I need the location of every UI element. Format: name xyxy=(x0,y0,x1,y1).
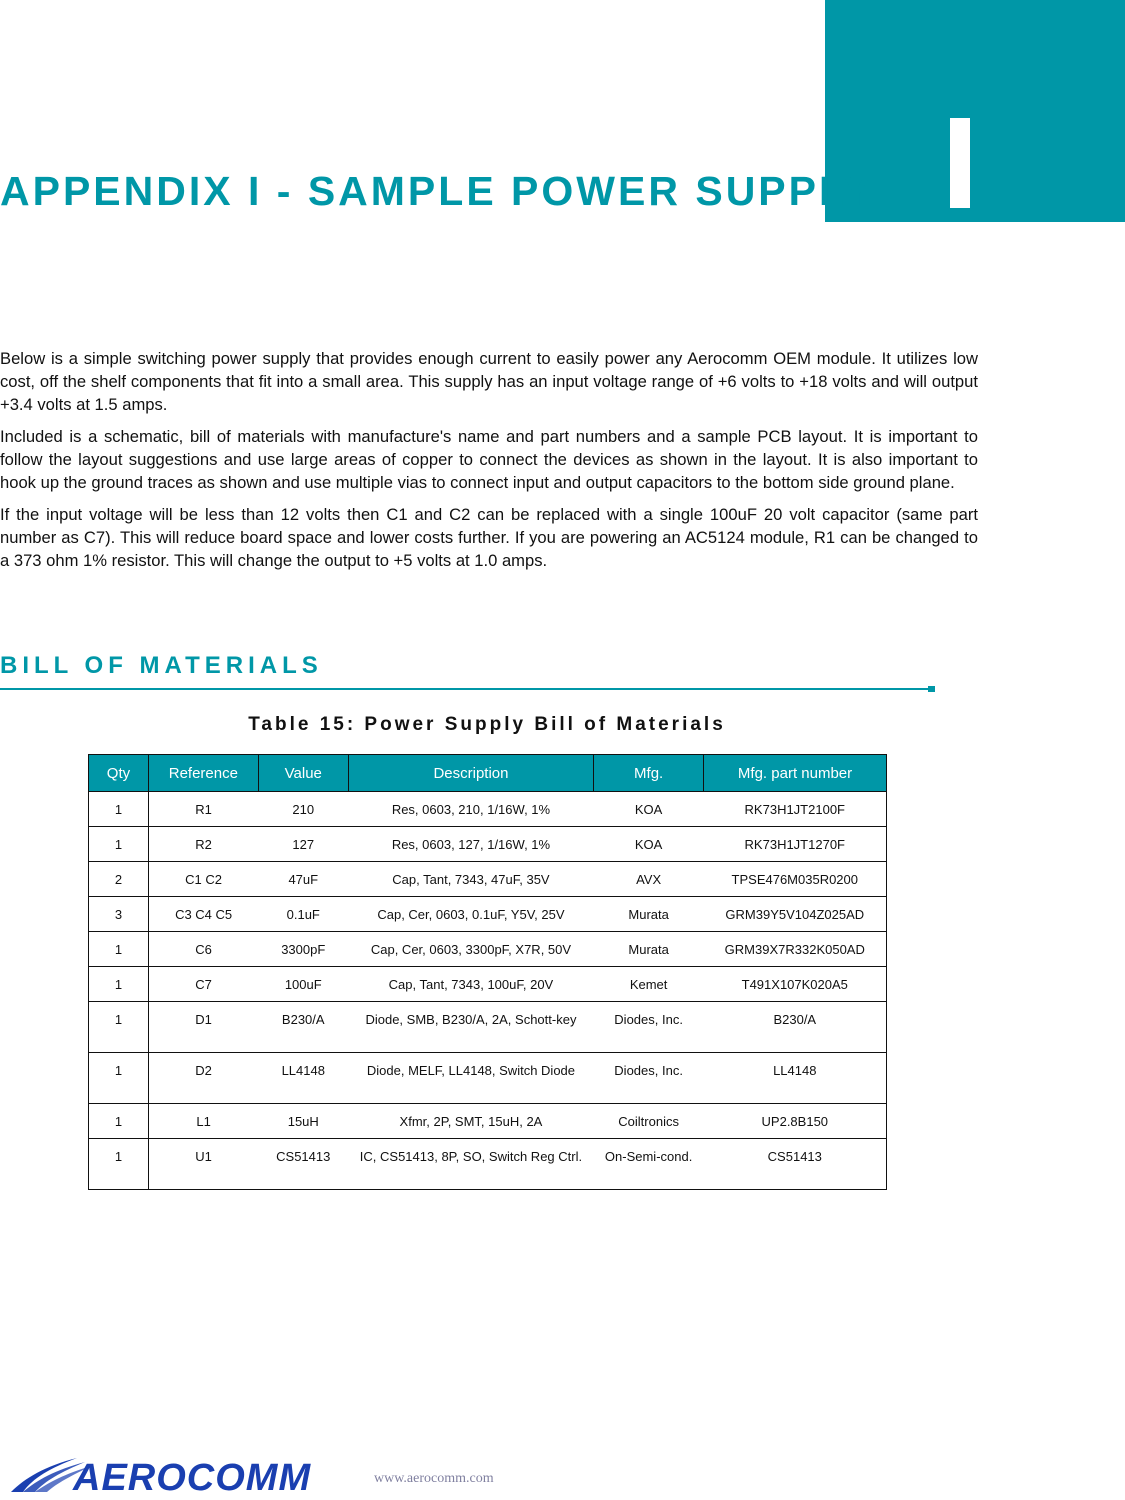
header-part-number: Mfg. part number xyxy=(704,755,887,792)
cell-qty: 1 xyxy=(89,1002,149,1053)
page-title: APPENDIX I - SAMPLE POWER SUPPLY xyxy=(0,168,874,214)
header-description: Description xyxy=(348,755,593,792)
cell-part-number: LL4148 xyxy=(704,1053,887,1104)
header-mfg: Mfg. xyxy=(594,755,704,792)
cell-qty: 1 xyxy=(89,967,149,1002)
cell-part-number: TPSE476M035R0200 xyxy=(704,862,887,897)
cell-qty: 2 xyxy=(89,862,149,897)
cell-part-number: GRM39Y5V104Z025AD xyxy=(704,897,887,932)
table-row xyxy=(89,1139,887,1190)
cell-value: CS51413 xyxy=(258,1139,348,1190)
section-divider xyxy=(0,688,928,690)
section-heading: BILL OF MATERIALS xyxy=(0,652,323,679)
cell-qty: 1 xyxy=(89,827,149,862)
cell-mfg: Murata xyxy=(594,897,704,932)
table-caption: Table 15: Power Supply Bill of Materials xyxy=(248,714,726,735)
cell-description: Cap, Cer, 0603, 0.1uF, Y5V, 25V xyxy=(348,897,593,932)
header-reference: Reference xyxy=(148,755,258,792)
cell-reference: R1 xyxy=(148,792,258,827)
cell-mfg: Diodes, Inc. xyxy=(594,1002,704,1053)
cell-value: B230/A xyxy=(258,1002,348,1053)
cell-description: Diode, MELF, LL4148, Switch Diode xyxy=(348,1053,593,1104)
cell-reference: L1 xyxy=(148,1104,258,1139)
table-row xyxy=(89,1053,887,1104)
cell-value: 15uH xyxy=(258,1104,348,1139)
cell-mfg: On-Semi-cond. xyxy=(594,1139,704,1190)
cell-description: Diode, SMB, B230/A, 2A, Schott-key xyxy=(348,1002,593,1053)
cell-value: 100uF xyxy=(258,967,348,1002)
cell-reference: D2 xyxy=(148,1053,258,1104)
cell-value: 127 xyxy=(258,827,348,862)
appendix-letter-i xyxy=(950,118,970,208)
cell-description: Cap, Tant, 7343, 47uF, 35V xyxy=(348,862,593,897)
aerocomm-logo xyxy=(5,1448,365,1498)
cell-part-number: RK73H1JT1270F xyxy=(704,827,887,862)
cell-mfg: AVX xyxy=(594,862,704,897)
cell-qty: 1 xyxy=(89,1053,149,1104)
cell-reference: C6 xyxy=(148,932,258,967)
table-row xyxy=(89,862,887,897)
cell-mfg: Diodes, Inc. xyxy=(594,1053,704,1104)
cell-qty: 1 xyxy=(89,1104,149,1139)
table-row xyxy=(89,967,887,1002)
cell-reference: C3 C4 C5 xyxy=(148,897,258,932)
cell-description: Cap, Tant, 7343, 100uF, 20V xyxy=(348,967,593,1002)
cell-value: 47uF xyxy=(258,862,348,897)
table-row xyxy=(89,1002,887,1053)
cell-mfg: KOA xyxy=(594,827,704,862)
table-row xyxy=(89,932,887,967)
cell-description: Xfmr, 2P, SMT, 15uH, 2A xyxy=(348,1104,593,1139)
cell-qty: 1 xyxy=(89,792,149,827)
table-row xyxy=(89,827,887,862)
intro-paragraph: Below is a simple switching power supply that provides enough current to easily power any Aerocomm OEM module. It utilizes low cost, off the shelf components that fit into a small area. This supply has an input voltage range of +6 volts to +18 volts and will output +3.4 volts at 1.5 amps. xyxy=(0,349,978,414)
table-row xyxy=(89,1104,887,1139)
cell-value: LL4148 xyxy=(258,1053,348,1104)
cell-description: IC, CS51413, 8P, SO, Switch Reg Ctrl. xyxy=(348,1139,593,1190)
cell-value: 3300pF xyxy=(258,932,348,967)
cell-part-number: RK73H1JT2100F xyxy=(704,792,887,827)
cell-qty: 3 xyxy=(89,897,149,932)
table-row xyxy=(89,897,887,932)
cell-description: Cap, Cer, 0603, 3300pF, X7R, 50V xyxy=(348,932,593,967)
cell-description: Res, 0603, 127, 1/16W, 1% xyxy=(348,827,593,862)
header-qty: Qty xyxy=(89,755,149,792)
footer-website-link[interactable]: www.aerocomm.com xyxy=(374,1471,494,1486)
cell-part-number: B230/A xyxy=(704,1002,887,1053)
intro-text xyxy=(0,347,978,581)
cell-part-number: GRM39X7R332K050AD xyxy=(704,932,887,967)
table-header-row xyxy=(89,755,887,792)
section-divider-end xyxy=(928,686,935,692)
cell-part-number: T491X107K020A5 xyxy=(704,967,887,1002)
intro-paragraph: Included is a schematic, bill of materials with manufacture's name and part numbers and a sample PCB layout. It is important to follow the layout suggestions and use large areas of copper to connect the devices as shown in the layout. It is also important to hook up the ground traces as shown and use multiple vias to connect input and output capacitors to the bottom side ground plane. xyxy=(0,427,978,492)
cell-reference: C7 xyxy=(148,967,258,1002)
cell-part-number: UP2.8B150 xyxy=(704,1104,887,1139)
header-value: Value xyxy=(258,755,348,792)
cell-value: 210 xyxy=(258,792,348,827)
cell-part-number: CS51413 xyxy=(704,1139,887,1190)
cell-reference: R2 xyxy=(148,827,258,862)
cell-value: 0.1uF xyxy=(258,897,348,932)
logo-wordmark: AEROCOMM xyxy=(73,1457,312,1498)
bom-table xyxy=(88,754,887,1190)
cell-qty: 1 xyxy=(89,1139,149,1190)
cell-mfg: Coiltronics xyxy=(594,1104,704,1139)
cell-qty: 1 xyxy=(89,932,149,967)
cell-description: Res, 0603, 210, 1/16W, 1% xyxy=(348,792,593,827)
cell-mfg: KOA xyxy=(594,792,704,827)
table-row xyxy=(89,792,887,827)
cell-reference: C1 C2 xyxy=(148,862,258,897)
cell-mfg: Murata xyxy=(594,932,704,967)
cell-reference: D1 xyxy=(148,1002,258,1053)
cell-reference: U1 xyxy=(148,1139,258,1190)
cell-mfg: Kemet xyxy=(594,967,704,1002)
intro-paragraph: If the input voltage will be less than 12 volts then C1 and C2 can be replaced with a single 100uF 20 volt capacitor (same part number as C7). This will reduce board space and lower costs further. If you are powering an AC5124 module, R1 can be changed to a 373 ohm 1% resistor. This will change the output to +5 volts at 1.0 amps. xyxy=(0,505,978,570)
